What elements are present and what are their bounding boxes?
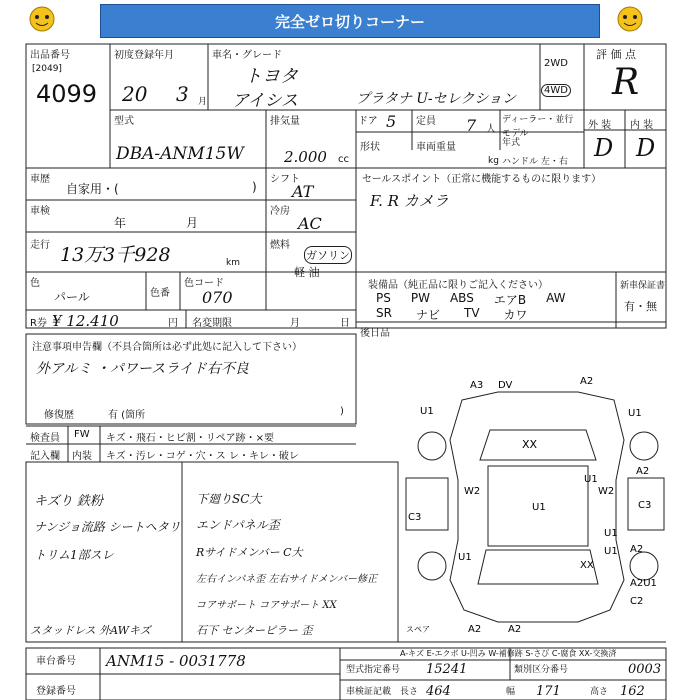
- hei-value: 162: [620, 684, 645, 699]
- mileage-value: 13万3千928: [60, 244, 171, 266]
- diagram-label-7: W2: [464, 486, 481, 497]
- r-label: R券: [30, 318, 47, 329]
- color-no-label: 色番: [150, 288, 170, 299]
- name-change-day: 日: [340, 318, 350, 329]
- cap-value: 7: [466, 116, 477, 135]
- shift-label: シフト: [270, 174, 300, 185]
- mileage-label: 走行: [30, 240, 50, 251]
- cert-label: 車検証記載: [346, 687, 392, 697]
- recorder-row2: キズ・汚レ・コゲ・穴・ス レ・キレ・破レ: [106, 451, 299, 462]
- fuel-label: 燃料: [270, 240, 290, 251]
- int-grade: D: [636, 134, 656, 162]
- r-value: ¥ 12.410: [52, 312, 119, 330]
- disp-label: 排気量: [270, 116, 300, 127]
- handnote-left-3: トリム1部スレ: [34, 548, 114, 562]
- len-label: 長さ: [400, 687, 419, 697]
- handnote-right-3: Rサイドメンバー C大: [196, 546, 303, 559]
- weight-unit: kg: [488, 156, 499, 166]
- cap-unit: 人: [486, 124, 496, 135]
- new-warranty-value: 有・無: [624, 300, 657, 313]
- eval-label: 評 価 点: [596, 48, 636, 61]
- recorder-label: 記入欄: [30, 451, 60, 462]
- door-value: 5: [386, 112, 397, 131]
- ac-label: 冷房: [270, 206, 290, 217]
- mileage-unit: km: [226, 258, 240, 268]
- first-reg-label: 初度登録年月: [114, 50, 174, 61]
- model: アイシス: [232, 91, 298, 111]
- handnote-right-1: 下廻りSC大: [196, 492, 262, 506]
- handnote-left-2: ナンジョ流路 シートヘタリ: [34, 520, 181, 534]
- r-unit: 円: [168, 318, 178, 329]
- type-cert-value: 15241: [426, 662, 468, 677]
- shift-value: AT: [292, 182, 314, 201]
- drive-4wd: 4WD: [541, 84, 571, 97]
- lot-label: 出品番号: [30, 50, 70, 61]
- equipment-label: 装備品（純正品に限りご記入ください）: [368, 280, 548, 291]
- chassis-label: 車台番号: [36, 656, 76, 667]
- maker: トヨタ: [244, 66, 298, 87]
- diagram-label-8: U1: [532, 502, 546, 513]
- len-value: 464: [426, 684, 451, 699]
- recorder-prefix: 内装: [72, 451, 92, 462]
- wid-label: 幅: [506, 687, 516, 697]
- diagram-label-19: A2U1: [630, 578, 657, 589]
- diagram-label-15: U1: [458, 552, 472, 563]
- diagram-label-11: U1: [584, 474, 598, 485]
- handnote-right-6: 石下 センターピラー 歪: [196, 624, 313, 637]
- lot-sub: [2049]: [32, 64, 62, 74]
- inspector-label: 検査員: [30, 433, 60, 444]
- weight-label: 車両重量: [416, 142, 456, 153]
- fuel-diesel: 軽 油: [294, 266, 320, 279]
- diagram-label-22: A2: [508, 624, 522, 635]
- equip-leather: カワ: [503, 308, 528, 322]
- first-reg-year: 20: [122, 82, 148, 106]
- shaken-month: 月: [186, 216, 199, 230]
- class-label: 類別区分番号: [514, 665, 569, 675]
- diagram-label-23: スペア: [406, 625, 430, 634]
- equip-tv: TV: [463, 306, 480, 320]
- equip-ps: PS: [376, 291, 391, 305]
- equip-sr: SR: [376, 306, 392, 320]
- sales-label: セールスポイント（正常に機能するものに限ります）: [362, 174, 602, 185]
- rear-label: 後日品: [360, 328, 390, 339]
- car-damage-diagram: [398, 370, 666, 642]
- notes-value: 外アルミ ・パワースライド右不良: [36, 361, 249, 377]
- name-change-label: 名変期限: [192, 318, 232, 329]
- fuel-gas: ガソリン: [304, 246, 352, 264]
- diagram-label-4: U1: [420, 406, 434, 417]
- diagram-label-5: U1: [628, 408, 642, 419]
- chassis-value: ANM15 - 0031778: [106, 652, 246, 670]
- equip-airbag: エアB: [493, 293, 527, 307]
- name-label: 車名・グレード: [212, 50, 282, 61]
- handle-label: ハンドル 左・右: [502, 157, 568, 167]
- handnote-right-4: 左右インパネ歪 左右サイドメンバー修正: [196, 574, 377, 585]
- history-close: ): [252, 180, 257, 194]
- notes-label: 注意事項申告欄（不具合箇所は必ず此処に記入して下さい）: [32, 342, 302, 353]
- dealer-label: ディーラー・並行: [502, 115, 574, 125]
- first-reg-month: 3: [176, 82, 189, 106]
- diagram-label-10: C3: [408, 512, 422, 523]
- equipment-row2: [376, 306, 528, 323]
- color-value: パール: [54, 290, 90, 304]
- history-value: 自家用・(: [66, 182, 119, 196]
- diagram-label-18: A2: [630, 544, 644, 555]
- cap-label: 定員: [416, 116, 436, 127]
- diagram-label-12: A2: [636, 466, 650, 477]
- diagram-label-16: U1: [604, 546, 618, 557]
- handnote-right-5: コアサポート コアサポート XX: [196, 600, 337, 611]
- type-label: 型式: [114, 116, 134, 127]
- hei-label: 高さ: [590, 687, 609, 697]
- eval-score: R: [612, 62, 640, 103]
- drive-2wd: 2WD: [544, 58, 568, 69]
- month-unit: 月: [198, 97, 208, 107]
- equip-abs: ABS: [449, 291, 474, 305]
- equip-aw: AW: [546, 291, 566, 305]
- diagram-label-9: W2: [598, 486, 615, 497]
- diagram-label-1: A3: [470, 380, 484, 391]
- equip-navi: ナビ: [415, 308, 440, 322]
- color-code-label: 色コード: [184, 278, 224, 289]
- equip-pw: PW: [410, 291, 430, 305]
- disp-unit: cc: [338, 154, 349, 165]
- handnote-left-4: スタッドレス 外AWキズ: [30, 624, 151, 637]
- inspector-row1: キズ・飛石・ヒビ割・リペア跡・×要: [106, 433, 274, 444]
- banner-title: 完全ゼロ切りコーナー: [100, 4, 600, 38]
- shaken-label: 車検: [30, 206, 50, 217]
- sales-value: F. R カメラ: [370, 192, 449, 210]
- name-change-month: 月: [290, 318, 300, 329]
- handnote-right-2: エンドパネル歪: [196, 518, 280, 532]
- diagram-label-3: A2: [580, 376, 594, 387]
- color-label: 色: [30, 278, 40, 289]
- repair-value: 有 (箇所: [108, 410, 146, 421]
- class-value: 0003: [628, 662, 662, 677]
- lot-number: 4099: [36, 80, 98, 108]
- new-warranty-label: 新車保証書: [620, 281, 666, 291]
- diagram-legend: A-キズ E-エクボ U-凹み W-補修跡 S-さび C-腐食 XX-交換済: [400, 649, 617, 658]
- history-label: 車歴: [30, 174, 50, 185]
- ext-grade: D: [594, 134, 614, 162]
- repair-label: 修復歴: [44, 410, 74, 421]
- model-year-label: モデル年式: [502, 129, 529, 148]
- diagram-label-17: XX: [580, 560, 594, 571]
- door-label: ドア: [358, 116, 378, 127]
- type-value: DBA-ANM15W: [116, 144, 244, 164]
- diagram-label-2: DV: [498, 380, 513, 391]
- diagram-label-20: C2: [630, 596, 644, 607]
- shape-label: 形状: [360, 142, 380, 153]
- color-code-value: 070: [202, 288, 233, 307]
- wid-value: 171: [536, 684, 561, 699]
- diagram-label-21: A2: [468, 624, 482, 635]
- diagram-label-14: U1: [604, 528, 618, 539]
- reg-label: 登録番号: [36, 686, 76, 697]
- ac-value: AC: [298, 214, 322, 233]
- diagram-label-6: XX: [522, 438, 538, 451]
- diagram-label-13: C3: [638, 500, 652, 511]
- int-label: 内 装: [630, 120, 654, 131]
- handnote-left-1: キズり 鉄粉: [34, 494, 103, 509]
- grade: プラタナ U-セレクション: [356, 91, 517, 107]
- shaken-year: 年: [114, 216, 127, 230]
- type-cert-label: 型式指定番号: [346, 665, 401, 675]
- ext-label: 外 装: [588, 120, 612, 131]
- disp-value: 2.000: [284, 148, 327, 166]
- inspector-code: FW: [74, 429, 90, 440]
- repair-close: ): [340, 406, 344, 417]
